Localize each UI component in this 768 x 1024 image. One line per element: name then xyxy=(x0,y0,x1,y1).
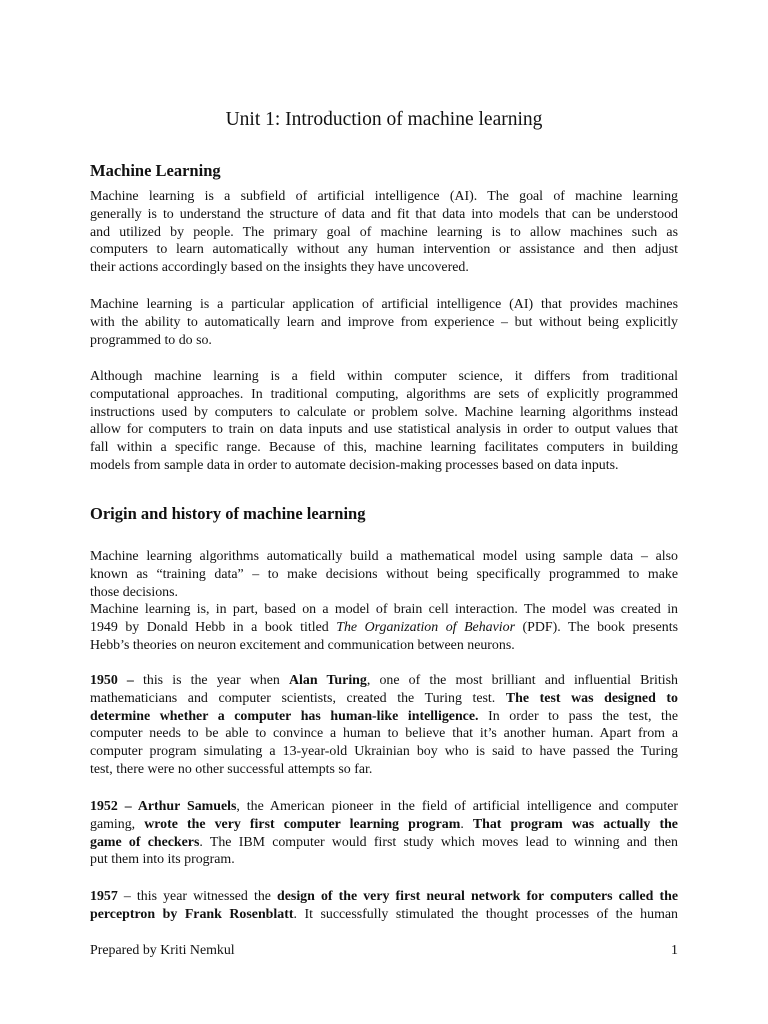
year-label: 1957 xyxy=(90,889,118,904)
emphasis-text: determine whether a computer has human-like intelligence. xyxy=(90,708,479,724)
section-heading-origin-history: Origin and history of machine learning xyxy=(90,504,366,523)
text-line: Hebb’s theories on neuron excitement and communication between neurons. xyxy=(90,637,515,653)
book-title: The Organization of Behavior xyxy=(336,619,515,635)
text-run: 1949 by Donald Hebb in a book titled xyxy=(90,619,337,635)
text-line: Although machine learning is a field within computer science, it differs from traditional xyxy=(90,369,678,384)
text-line: programmed to do so. xyxy=(90,332,212,348)
paragraph-ml-application xyxy=(90,296,678,349)
text-line: and utilized by people. The primary goal of machine learning is to allow machines such as xyxy=(90,224,678,240)
text-line: Machine learning is, in part, based on a model of brain cell interaction. The model was created in xyxy=(90,602,678,617)
text-line xyxy=(90,834,678,852)
text-line: test, there were no other successful attempts so far. xyxy=(90,761,373,777)
text-line: Machine learning is a particular application of artificial intelligence (AI) that provides machines xyxy=(90,297,678,312)
year-label: 1952 – Arthur Samuels xyxy=(90,799,237,814)
text-line: put them into its program. xyxy=(90,852,235,868)
text-line: computer needs to be able to convince a human to believe that it’s another human. Apart from a xyxy=(90,726,678,742)
text-line: fall within a specific range. Because of this, machine learning facilitates computers in building xyxy=(90,440,678,456)
paragraph-ml-vs-traditional xyxy=(90,368,678,475)
text-line xyxy=(90,619,678,637)
text-run: – this year witnessed the xyxy=(117,889,278,904)
text-line: their actions accordingly based on the insights they have uncovered. xyxy=(90,260,469,276)
page-number: 1 xyxy=(671,943,678,958)
paragraph-hebb xyxy=(90,601,678,654)
text-line xyxy=(90,690,678,708)
footer-author: Prepared by Kriti Nemkul xyxy=(90,943,235,958)
text-run: gaming, xyxy=(90,816,145,832)
text-line: Machine learning is a subfield of artificial intelligence (AI). The goal of machine learning xyxy=(90,189,678,204)
paragraph-ml-definition xyxy=(90,188,678,277)
text-line: generally is to understand the structure of data and fit that data into models that can be understood xyxy=(90,206,678,222)
text-line xyxy=(90,708,678,726)
emphasis-text: That program was actually the xyxy=(472,816,678,832)
person-name: Alan Turing xyxy=(289,673,367,688)
section-heading-machine-learning: Machine Learning xyxy=(90,161,221,180)
text-line: computers to learn automatically without any human intervention or assistance and then adjust xyxy=(90,242,678,258)
text-run: mathematicians and computer scientists, created the Turing test. xyxy=(90,690,506,706)
year-label: 1950 – xyxy=(90,673,134,688)
emphasis-text: perceptron by Frank Rosenblatt xyxy=(90,906,294,922)
paragraph-1950 xyxy=(90,672,678,779)
text-line xyxy=(90,816,678,834)
emphasis-text: The test was designed to xyxy=(505,690,678,706)
text-line: Machine learning algorithms automatically build a mathematical model using sample data – also xyxy=(90,549,678,564)
text-line: computer program simulating a 13-year-old Ukrainian boy who is said to have passed the Turing xyxy=(90,744,678,760)
text-run: . xyxy=(460,816,473,832)
text-line: instructions used by computers to calculate or problem solve. Machine learning algorithms instead xyxy=(90,404,678,420)
paragraph-1952 xyxy=(90,798,678,869)
text-run: , one of the most brilliant and influential British xyxy=(366,673,678,688)
text-run: In order to pass the test, the xyxy=(478,708,678,724)
text-run: . It successfully stimulated the thought processes of the human xyxy=(293,906,678,922)
text-run: , the American pioneer in the field of artificial intelligence and computer xyxy=(236,799,678,814)
text-line: with the ability to automatically learn and improve from experience – but without being explicitly xyxy=(90,314,678,330)
emphasis-text: game of checkers xyxy=(90,834,200,850)
text-run: . The IBM computer would first study which moves lead to winning and then xyxy=(199,834,678,850)
text-line xyxy=(90,888,678,906)
text-line xyxy=(90,798,678,816)
text-run: (PDF). The book presents xyxy=(515,619,678,635)
text-line: those decisions. xyxy=(90,584,178,600)
text-line: models from sample data in order to automate decision-making processes based on data inputs. xyxy=(90,457,619,473)
emphasis-text: wrote the very first computer learning program xyxy=(144,816,461,832)
text-line xyxy=(90,672,678,690)
emphasis-text: design of the very first neural network for computers called the xyxy=(277,889,678,904)
text-line: allow for computers to train on data inputs and use statistical analysis in order to output values that xyxy=(90,422,678,438)
paragraph-1957 xyxy=(90,888,678,924)
text-line xyxy=(90,906,678,924)
text-run: this is the year when xyxy=(133,673,289,688)
text-line: computational approaches. In traditional computing, algorithms are sets of explicitly programmed xyxy=(90,386,678,402)
paragraph-ml-algorithms xyxy=(90,548,678,601)
text-line: known as “training data” – to make decisions without being specifically programmed to make xyxy=(90,566,678,582)
page-title: Unit 1: Introduction of machine learning xyxy=(225,109,543,130)
